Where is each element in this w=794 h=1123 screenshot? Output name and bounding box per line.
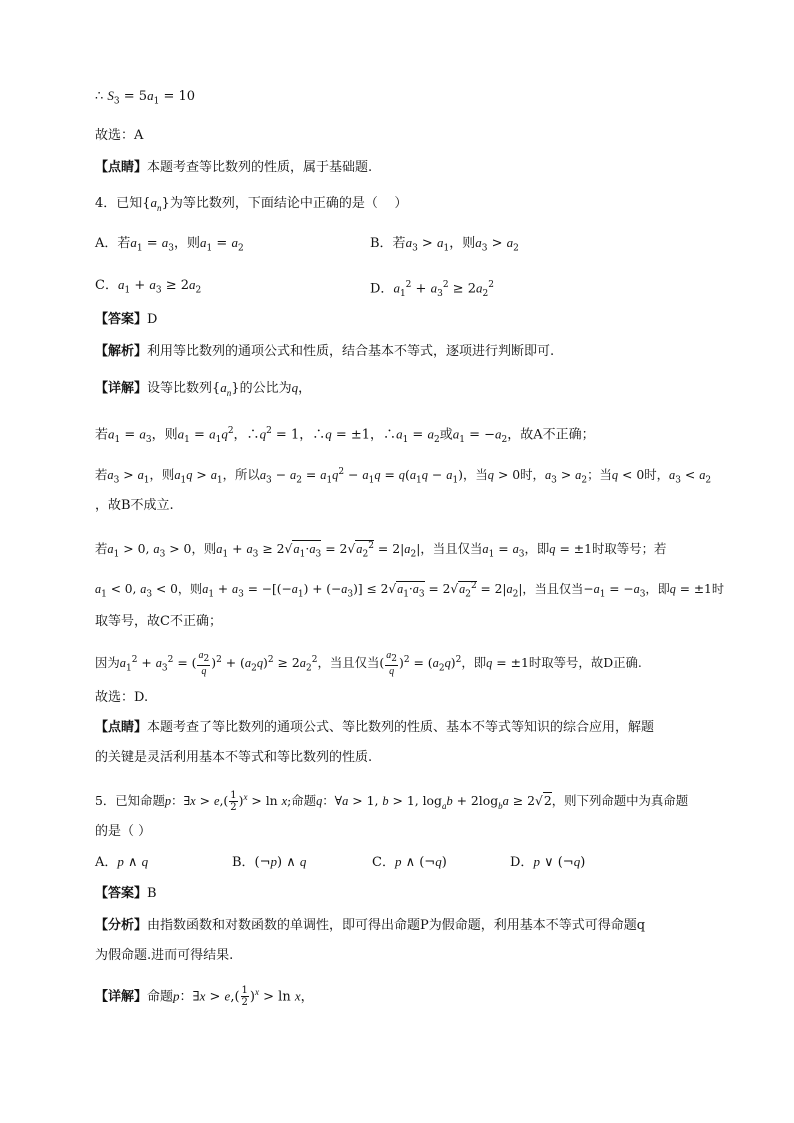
q5-option-d: D．p ∨ (¬q) xyxy=(510,854,586,870)
q4-stem: 4．已知$\{a_n\}$为等比数列，下面结论中正确的是（ ） xyxy=(95,195,408,213)
q4-remark-line-2: 的关键是灵活利用基本不等式和等比数列的性质. xyxy=(95,750,373,765)
q5-detail-intro: 【详解】命题p：∃x > e,( $\frac{1}{2}$ )$^x$ > ln x， xyxy=(95,985,314,1009)
q4-analysis xyxy=(95,342,554,362)
sum-conclusion: ∴ $S_3 = 5a_1 = 10$ xyxy=(95,88,196,107)
q4-option-b: B．若$a_3 > a_1$，则$a_3 > a_2$ xyxy=(370,235,519,254)
answer-value: D xyxy=(147,312,158,327)
q5-option-c: C．p ∧ (¬q) xyxy=(372,854,447,870)
q4-detail-line-2: 若$a_3 > a_1$，则$a_1q > a_1$，所以$a_3 - a_2 = a_1q^2 - a_1q = q(a_1q - a_1)$，当q > 0时，$a_3 > a_2$；当q < 0时，$a_3 < a_2$ xyxy=(95,467,712,486)
q4-detail-line-4: 若$a_1 > 0$, $a_3 > 0$，则$a_1 + a_3 \ge 2√a_1\cdot a_3 = 2√a_2^2 = 2|a_2|$，当且仅当$a_1 = a_3$，即q = ±1时取等号；若 xyxy=(95,541,667,560)
q4-option-c: C．$a_1 + a_3 \ge 2a_2$ xyxy=(95,277,202,296)
q4-detail-line-6: 取等号，故C不正确； xyxy=(95,614,222,629)
analysis-tag: 【分析】 xyxy=(95,918,148,933)
detail-tag: 【详解】 xyxy=(95,989,148,1005)
q5-answer xyxy=(95,884,157,904)
q5-analysis-line-1 xyxy=(95,916,645,936)
q4-option-a: A．若$a_1 = a_3$，则$a_1 = a_2$ xyxy=(95,235,244,254)
q3-choice: 故选：A xyxy=(95,128,144,143)
q4-answer xyxy=(95,310,157,330)
q5-stem-line-2: 的是（ ） xyxy=(95,824,152,839)
answer-tag: 【答案】 xyxy=(95,312,148,327)
remark-tag: 【点睛】 xyxy=(95,160,148,175)
q4-detail-line-1: 若$a_1 = a_3$，则$a_1 = a_1q^2$，$\therefore q^2 = 1$，∴q = ±1，$\therefore a_1 = a_2$或$a_1 = -a_2$，故A不正确； xyxy=(95,426,595,445)
q4-detail-line-3: ，故B不成立. xyxy=(95,498,174,513)
analysis-text: 由指数函数和对数函数的单调性，即可得出命题P为假命题，利用基本不等式可得命题q xyxy=(147,918,646,933)
q4-detail-line-7: 因为$a_1^2 + a_3^2$ = ( $\frac{a_2}{q}$ )$^2 + (a_2q)^2 \ge 2a_2^2$，当且仅当( $\frac{a_2}{q}$ )$^2 = (a_2q)^2$，即q = ±1时取等号，故D正确. xyxy=(95,650,642,678)
q4-option-d: D．$a_1^2 + a_3^2 \ge 2a_2^2$ xyxy=(370,280,494,299)
q5-option-b: B．(¬p) ∧ q xyxy=(232,854,307,870)
remark-tag: 【点睛】 xyxy=(95,720,148,735)
q4-choice: 故选：D. xyxy=(95,690,149,705)
remark-text: 本题考查等比数列的性质，属于基础题. xyxy=(147,160,373,175)
analysis-tag: 【解析】 xyxy=(95,344,148,359)
detail-tag: 【详解】 xyxy=(95,381,148,396)
q5-analysis-line-2: 为假命题.进而可得结果. xyxy=(95,948,234,963)
q4-remark-line-1 xyxy=(95,718,654,738)
q5-stem: 5．已知命题p：∃x > e,( $\frac{1}{2}$ )$^x$ > ln x;命题q：∀a > 1, b > 1, $\log_ab + 2\log_ba \ge 2√2$，则下列命题中为真命题 xyxy=(95,790,689,814)
q4-detail-intro: 【详解】设等比数列$\{a_n\}$的公比为q， xyxy=(95,380,312,398)
answer-value: B xyxy=(147,886,157,901)
remark-text: 本题考查了等比数列的通项公式、等比数列的性质、基本不等式等知识的综合应用，解题 xyxy=(147,720,655,735)
q4-detail-line-5: $a_1 < 0$, $a_3 < 0$，则$a_1 + a_3 = -[(-a_1) + (-a_3)] \le 2√a_1\cdot a_3 = 2√a_2^2 = 2|a_2|$，当且仅当$-a_1 = -a_3$，即q = ±1时 xyxy=(95,581,725,600)
q5-option-a: A．p ∧ q xyxy=(95,854,149,870)
q3-remark xyxy=(95,158,372,178)
answer-tag: 【答案】 xyxy=(95,886,148,901)
analysis-text: 利用等比数列的通项公式和性质，结合基本不等式，逐项进行判断即可. xyxy=(147,344,555,359)
